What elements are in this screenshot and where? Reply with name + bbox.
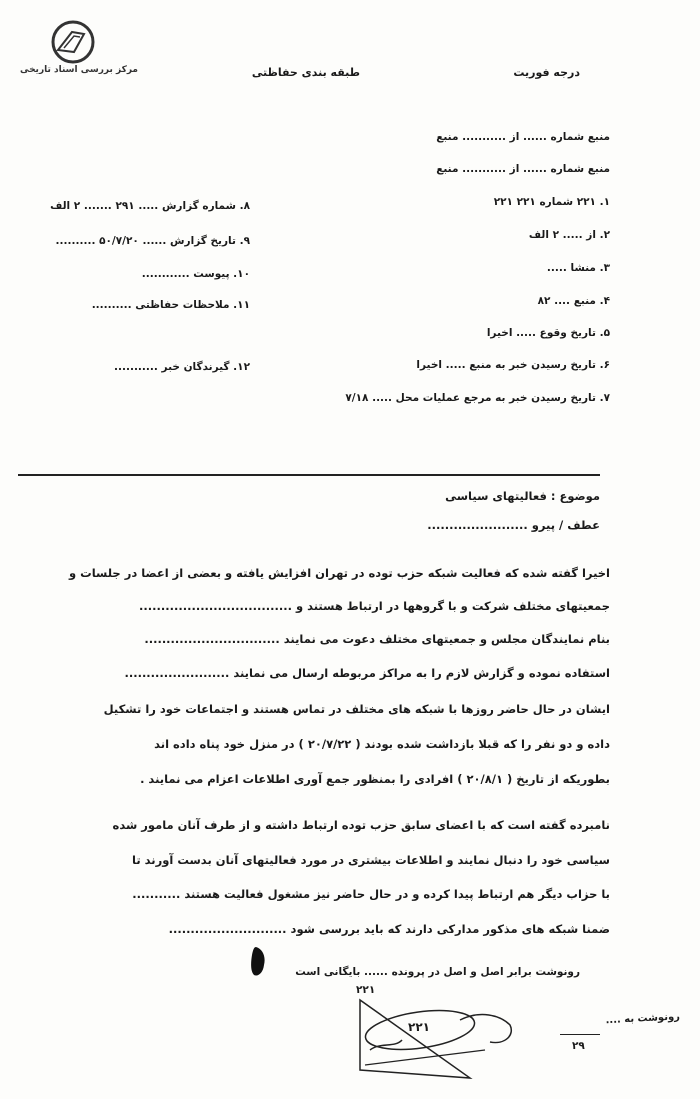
stamp-seal-icon [340,990,540,1080]
source-line-1: منبع شماره ...... از ........... منبع [436,131,610,143]
archive-logo-text: مرکز بررسی اسناد تاریخی [19,65,139,75]
field-6: ۶. تاریخ رسیدن خبر به منبع ..... اخیرا [416,359,610,371]
field-2: ۲. از ..... ۲ الف [528,229,610,241]
field-5: ۵. تاریخ وقوع ..... اخیرا [486,327,610,339]
ink-blot-icon [248,945,270,979]
body-line-9: سیاسی خود را دنبال نمایند و اطلاعات بیشتری در مورد فعالیتهای آنان بدست آورند تا [132,853,610,867]
field-1: ۱. ۲۲۱ شماره ۲۲۱ ۲۲۱ [493,196,610,208]
copy-note: رونوشت برابر اصل و اصل در پرونده ...... بایگانی است [295,966,580,978]
field-3: ۳. منشا ..... [546,262,610,274]
body-line-4: استفاده نموده و گزارش لازم را به مراکز مربوطه ارسال می نمایند ........................ [124,666,610,680]
reference-line: عطف / پیرو ....................... [427,518,600,532]
copy-number: ۲۲۱ [356,984,376,996]
body-line-2: جمعیتهای مختلف شرکت و با گروهها در ارتباط هستند و ................................... [139,599,610,613]
body-line-6: داده و دو نفر را که قبلا بازداشت شده بودند ( ۲۰/۷/۲۲ ) در منزل خود پناه داده اند [154,737,610,751]
handwritten-note-number: ۲۹ [572,1040,585,1052]
field-4: ۴. منبع .... ۸۲ [537,295,610,307]
field-8: ۸. شماره گزارش ..... ۲۹۱ ....... ۲ الف [50,200,250,212]
subject-line: موضوع : فعالیتهای سیاسی [445,489,600,503]
field-10: ۱۰. پیوست ............ [141,268,250,280]
field-12: ۱۲. گیرندگان خبر ........... [114,361,250,373]
body-line-5: ایشان در حال حاضر روزها با شبکه های مختلف در تماس هستند و اجتماعات خود را تشکیل [103,702,610,716]
body-line-11: ضمنا شبکه های مذکور مدارکی دارند که باید بررسی شود ........................... [168,922,610,936]
field-9: ۹. تاریخ گزارش ...... ۵۰/۷/۲۰ .......... [55,235,250,247]
field-11: ۱۱. ملاحظات حفاظتی .......... [91,299,250,311]
protection-label: طبقه بندی حفاظتی [251,66,360,79]
body-line-10: با حزاب دیگر هم ارتباط پیدا کرده و در حال حاضر نیز مشغول فعالیت هستند ........... [132,887,610,901]
body-line-3: بنام نمایندگان مجلس و جمعیتهای مختلف دعوت می نمایند ............................... [144,632,610,646]
handwritten-note: رونوشت به .... [605,1011,681,1027]
note-underline [560,1034,600,1035]
body-line-1: اخیرا گفته شده که فعالیت شبکه حزب توده در تهران افزایش یافته و بعضی از اعضا در جلسات و [68,566,610,580]
divider-line [18,474,600,476]
source-line-2: منبع شماره ...... از ........... منبع [436,163,610,175]
field-7: ۷. تاریخ رسیدن خبر به مرجع عملیات محل ..... ۷/۱۸ [345,392,610,404]
stamp-number: ۲۲۱ [408,1020,430,1034]
body-line-8: نامبرده گفته است که با اعضای سابق حزب توده ارتباط داشته و از طرف آنان مامور شده [112,818,610,832]
body-line-7: بطوریکه از تاریخ ( ۲۰/۸/۱ ) افرادی را بمنظور جمع آوری اطلاعات اعزام می نمایند . [140,772,610,786]
urgency-label: درجه فوریت [513,66,580,79]
archive-logo-icon [50,20,96,64]
